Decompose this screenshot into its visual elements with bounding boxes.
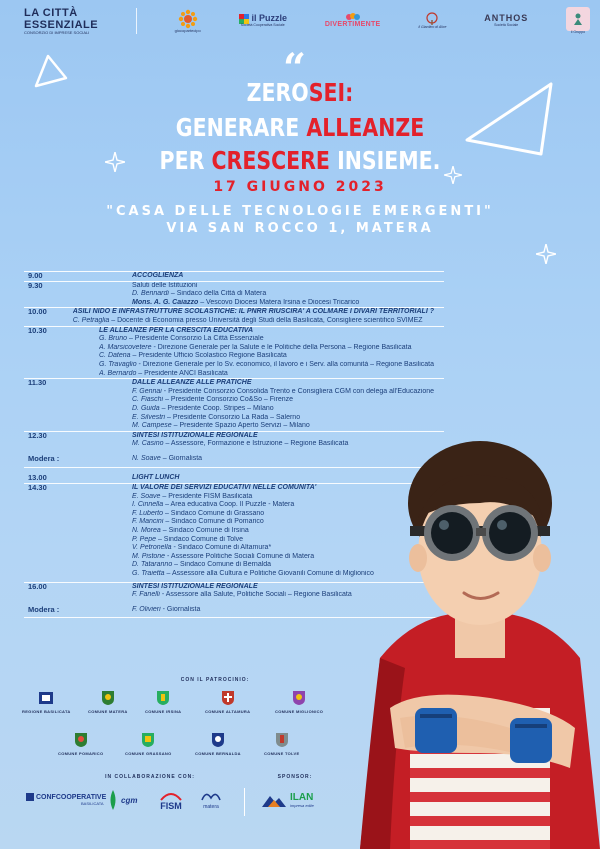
coat-of-arms-icon [141, 732, 155, 748]
schedule-time: 9.30 [28, 280, 43, 290]
schedule-time: 13.00 [28, 473, 47, 483]
speaker-line [132, 388, 434, 397]
session-title: ACCOGLIENZA [132, 272, 184, 279]
logo-anthos [484, 14, 528, 28]
patron-label: COMUNE GRASSANO [125, 751, 172, 756]
title-word: GENERARE [175, 113, 307, 142]
patron-label: COMUNE MATERA [88, 709, 128, 714]
logo-matera [200, 790, 222, 810]
speaker-role: - Assessore Politiche Sociali Comune di Matera [165, 552, 315, 560]
patronage-label: CON IL PATROCINIO: [180, 677, 250, 683]
speaker-role: - Sindaco Comune di Altamura* [171, 544, 272, 552]
partner-logo-strip [0, 0, 600, 42]
logo-giardino-di-alice [418, 12, 446, 30]
speaker-line [99, 352, 434, 361]
schedule-time: Modera : [28, 453, 60, 463]
speaker-role: - Direzione Generale per lo Sv. economico, il lavoro e i Serv. alla comunità – Regione Basilicata [136, 360, 434, 368]
title-line-2 [54, 113, 546, 142]
logo-subtext: BASILICATA [81, 801, 104, 806]
title-line-1 [54, 78, 546, 107]
title-word-red: SEI: [308, 78, 354, 107]
tree-icon [425, 12, 439, 26]
patron-comune-miglionico [275, 690, 323, 714]
speaker-role: - Direzione Generale per la Salute e le Politiche della Persona – Regione Basilicata [151, 343, 412, 351]
speaker-name: N. Soave [132, 454, 161, 462]
speaker-name: A. Bernardo [99, 369, 137, 377]
logo-il-gruppo [566, 7, 590, 35]
speaker-role: – Giornalista [160, 454, 203, 462]
schedule-time: 16.00 [28, 581, 47, 591]
schedule-row [24, 272, 434, 281]
speaker-name: E. Silvestri [132, 413, 166, 421]
quote-mark: “ [283, 45, 307, 92]
session-title: SINTESI ISTITUZIONALE REGIONALE [132, 582, 258, 590]
logo-confcooperative [26, 793, 106, 806]
title-word: PER [159, 146, 212, 175]
schedule-time: 14.30 [28, 483, 47, 493]
schedule-row [24, 327, 434, 379]
speaker-role: – Presidente Consorzio Co&So – Firenze [163, 396, 294, 404]
patron-label: COMUNE MIGLIONICO [275, 709, 324, 714]
speaker-line [99, 361, 434, 370]
patron-comune-irsina [145, 690, 181, 714]
title-line-3 [54, 146, 546, 175]
logo-fism [160, 791, 182, 811]
speaker-role: – Sindaco Comune di Pomarico [163, 518, 264, 526]
logo-subtext: Società Sociale [494, 23, 519, 28]
logo-text: giocopartecipo [174, 27, 201, 33]
session-title: ASILI NIDO E INFRASTRUTTURE SCOLASTICHE: IL PNRR RIUSCIRA' A COLMARE I DIVARI TERRITORIALI ? [72, 308, 434, 316]
venue-name: "CASA DELLE TECNOLOGIE EMERGENTI" [106, 204, 494, 219]
speaker-name: C. Datena [99, 352, 131, 360]
speaker-role: – Sindaco Comune di Irsina [160, 527, 249, 535]
figure-icon [571, 12, 585, 26]
logo-text: matera [203, 804, 219, 810]
logo-la-citta-essenziale [24, 7, 98, 36]
logo-text: il Gruppo [570, 30, 586, 35]
speaker-role: – Sindaco Comune di Grassano [163, 509, 265, 517]
sponsor-label: SPONSOR: [277, 774, 313, 780]
patron-label: REGIONE BASILICATA [22, 709, 71, 714]
patron-comune-tolve [264, 732, 299, 756]
speaker-line [132, 299, 434, 308]
speaker-line [73, 317, 434, 326]
speaker-role: – Sindaco Comune di Tolve [156, 535, 244, 543]
speaker-name: A. Marsicovetere [99, 343, 152, 351]
schedule-row [24, 282, 434, 308]
speaker-name: N. Morea [132, 527, 161, 535]
divider [136, 8, 137, 34]
title-word-red: ALLEANZE [306, 113, 425, 142]
child-superhero-photo [360, 408, 600, 849]
logo-text: CONFCOOPERATIVE [36, 793, 107, 801]
patron-label: COMUNE BERNALDA [195, 751, 241, 756]
logo-subtext: impresa edile [290, 803, 314, 808]
logo-text: LA CITTÀ [24, 6, 78, 19]
speaker-line [99, 344, 434, 353]
coat-of-arms-icon [292, 690, 306, 706]
schedule-time: 10.00 [28, 307, 47, 317]
speaker-line [132, 396, 434, 405]
patron-comune-pomarico [58, 732, 103, 756]
patron-comune-grassano [125, 732, 172, 756]
speaker-role: – Presidente Consorzio La Città Essenziale [127, 335, 264, 343]
session-title: LIGHT LUNCH [132, 474, 180, 482]
speaker-role: – Presidente Ufficio Scolastico Regione Basilicata [130, 352, 287, 360]
patron-label: COMUNE TOLVE [264, 751, 300, 756]
divider [244, 788, 245, 816]
speaker-role: - Giornalista [160, 605, 201, 613]
speaker-name: M. Pistone [132, 552, 166, 560]
schedule-time: 9.00 [28, 271, 43, 280]
speaker-name: M. Casino [132, 440, 164, 448]
patron-label: COMUNE POMARICO [58, 751, 104, 756]
confcoop-mark-icon [26, 793, 34, 801]
speaker-role: – Assessore alla Cultura e Politiche Giovanili Comune di Miglionico [164, 570, 374, 577]
logo-text: Il Giardino di Alice [418, 25, 447, 30]
speaker-role: – Area educativa Coop. Il Puzzle - Matera [163, 501, 295, 509]
speaker-name: D. Bennardi [132, 290, 169, 298]
logo-divertimente [325, 13, 381, 29]
speaker-line [99, 370, 434, 379]
speaker-role: – Assessore, Formazione e Istruzione – Regione Basilicata [163, 440, 349, 448]
patron-comune-altamura [205, 690, 250, 714]
session-title: SINTESI ISTITUZIONALE REGIONALE [132, 431, 258, 439]
event-date: 17 GIUGNO 2023 [213, 179, 387, 195]
speaker-name: G. Travaglio [99, 360, 137, 368]
schedule-time: 10.30 [28, 325, 47, 335]
speaker-role: – Presidente ANCI Basilicata [136, 369, 228, 377]
session-title: LE ALLEANZE PER LA CRESCITA EDUCATIVA [99, 326, 253, 334]
logo-text: ANTHOS [484, 13, 529, 24]
schedule-row [24, 308, 434, 325]
logo-il-puzzle [239, 14, 288, 28]
speaker-name: G. Bruno [99, 335, 128, 343]
speaker-role: – Vescovo Diocesi Matera Irsina e Diocesi Tricarico [198, 298, 360, 306]
schedule-time: 12.30 [28, 430, 47, 440]
speaker-role: - Assessore alla Salute, Politiche Sociali – Regione Basilicata [159, 591, 352, 599]
logo-giocopartecipo [175, 9, 201, 33]
collaboration-label: IN COLLABORAZIONE CON: [105, 774, 195, 780]
speaker-name: V. Petronella [132, 544, 172, 552]
speaker-name: F. Luberto [132, 509, 164, 517]
speaker-name: E. Soave [132, 492, 161, 500]
patron-comune-bernalda [195, 732, 241, 756]
speaker-role: - Presidente Consorzio Consolida Trento e Consigliera CGM con delega all'Educazione [161, 387, 434, 395]
logo-text: il Puzzle [251, 13, 288, 24]
session-title: DALLE ALLEANZE ALLE PRATICHE [132, 379, 252, 387]
speaker-line [99, 335, 434, 344]
patron-comune-matera [88, 690, 128, 714]
speaker-role: – Docente di Economia presso Università degli Studi della Basilicata, Consigliere scientifico SVIMEZ [109, 316, 423, 324]
logo-subtext: CONSORZIO DI IMPRESE SOCIALI [24, 29, 90, 35]
speaker-name: D. Tataranno [132, 561, 173, 569]
speaker-role: – Sindaco della Città di Matera [168, 290, 267, 298]
session-title: Saluti delle Istituzioni [132, 281, 198, 289]
speaker-name: I. Cinnella [132, 501, 164, 509]
patron-label: COMUNE IRSINA [145, 709, 182, 714]
mountain-icon [262, 793, 286, 807]
speaker-line [132, 290, 434, 299]
patron-regione-basilicata [22, 690, 71, 714]
fism-mark-icon [160, 791, 182, 801]
speaker-name: F. Olivieri [132, 605, 161, 613]
venue-address: VIA SAN ROCCO 1, MATERA [166, 221, 434, 236]
speaker-name: F. Fanelli [132, 591, 160, 599]
session-title: IL VALORE DEI SERVIZI EDUCATIVI NELLE COMUNITA' [132, 484, 317, 492]
patron-label: COMUNE ALTAMURA [205, 709, 251, 714]
speaker-role: – Presidente FISM Basilicata [160, 492, 253, 500]
coat-of-arms-icon [101, 690, 115, 706]
speaker-name: F. Mancini [132, 518, 164, 526]
region-emblem-icon [39, 690, 53, 706]
coat-of-arms-icon [156, 690, 170, 706]
logo-text: cgm [121, 795, 138, 805]
schedule-time: Modera : [28, 604, 60, 614]
speaker-name: G. Traietta [132, 570, 165, 577]
logo-subtext: Società Cooperativa Sociale [240, 23, 285, 28]
schedule-time: 11.30 [28, 378, 47, 388]
speaker-name: F. Gennai [132, 387, 162, 395]
speaker-name: M. Campese [132, 422, 172, 430]
logo-text: ESSENZIALE [24, 18, 99, 31]
cgm-mark-icon [108, 790, 118, 810]
title-word: INSIEME. [329, 146, 441, 175]
speaker-name: D. Guida [132, 404, 160, 412]
speaker-role: – Sindaco Comune di Bernalda [172, 561, 272, 569]
title-word-red: CRESCERE [211, 146, 330, 175]
speaker-name: Mons. A. G. Caiazzo [132, 298, 199, 306]
speaker-name: P. Pepe [132, 535, 157, 543]
speaker-name: C. Fiaschi [132, 396, 164, 404]
logo-ilan [262, 792, 314, 808]
speaker-role: – Presidente Spazio Aperto Servizi – Milano [171, 422, 310, 430]
logo-text: FISM [160, 801, 182, 811]
matera-mark-icon [200, 790, 222, 804]
coat-of-arms-icon [221, 690, 235, 706]
title-word: ZERO [246, 78, 309, 107]
logo-text: DIVERTIMENTE [324, 21, 381, 29]
speaker-role: – Presidente Consorzio La Rada – Salerno [165, 413, 301, 421]
balloons-icon [346, 13, 360, 21]
logo-badge [566, 7, 590, 31]
logo-cgm [108, 790, 137, 810]
coat-of-arms-icon [74, 732, 88, 748]
sparkle-icon [536, 244, 556, 264]
logo-text: ILAN [290, 792, 314, 803]
speaker-role: – Presidente Coop. Stripes – Milano [159, 404, 274, 412]
sun-flower-icon [178, 9, 198, 29]
coat-of-arms-icon [275, 732, 289, 748]
coat-of-arms-icon [211, 732, 225, 748]
speaker-name: C. Petraglia [72, 316, 110, 324]
